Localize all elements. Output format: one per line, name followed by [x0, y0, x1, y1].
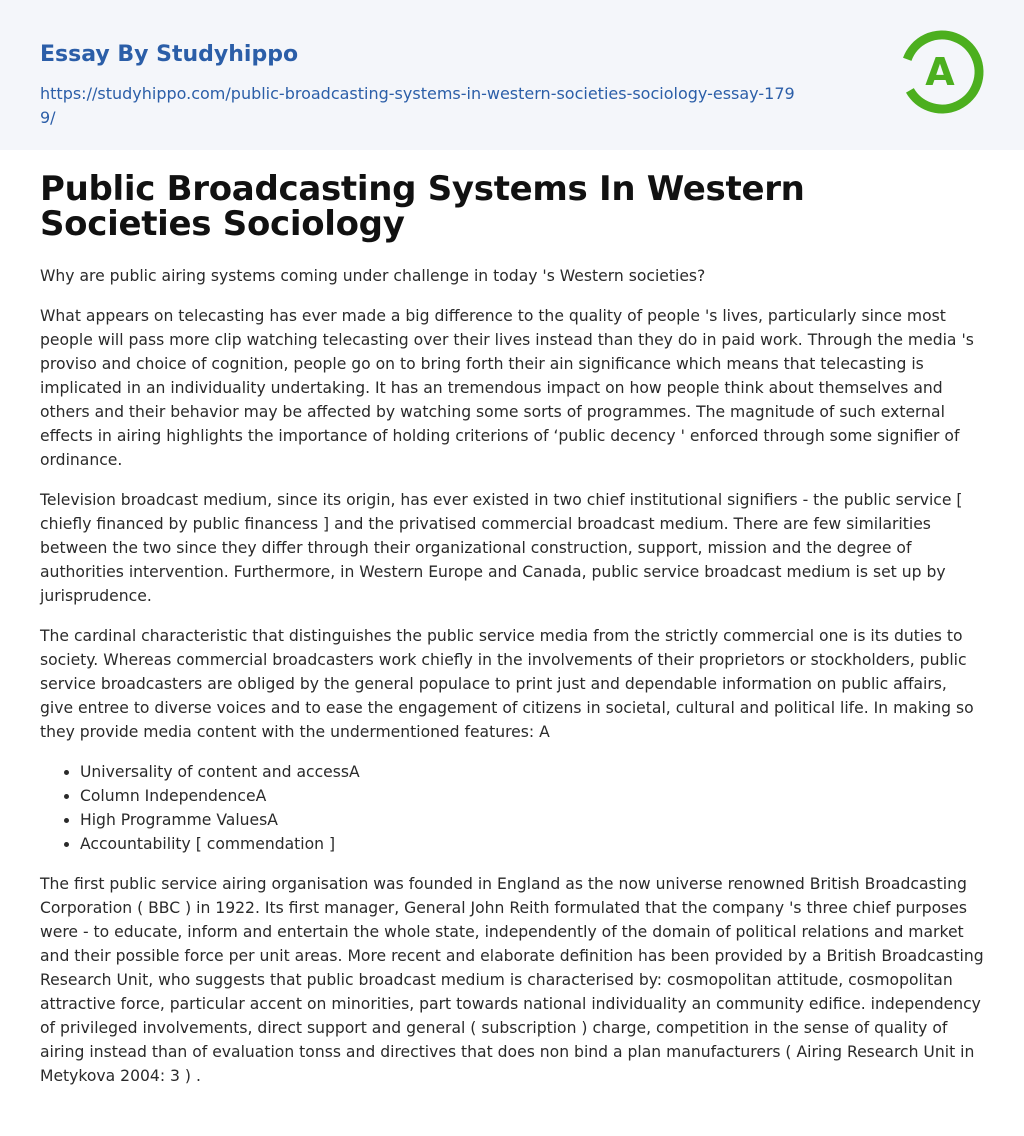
paragraph: The first public service airing organisation was founded in England as the now universe renowned British Broadcasting Corporation ( BBC ) in 1922. Its first manager, General John Reith formulated that the company 's three chief purposes were - to educate, inform and entertain the whole state, independently of the domain of political relations and market and their possible force per unit areas. More recent and elaborate definition has been provided by a British Broadcasting Research Unit, who suggests that public broadcast medium is characterised by: cosmopolitan attitude, cosmopolitan attractive force, particular accent on minorities, part towards national individuality an community edifice. independency of privileged involvements, direct support and general ( subscription ) charge, competition in the sense of quality of airing instead than of evaluation tonss and directives that does non bind a plan manufacturers ( Airing Research Unit in Metykova 2004: 3 ) . — [40, 875, 984, 1085]
list-item: • Universality of content and accessA — [80, 760, 984, 784]
studyhippo-logo-icon[interactable] — [898, 28, 986, 116]
site-brand[interactable]: Essay By Studyhippo — [40, 42, 299, 67]
features-list — [40, 760, 984, 856]
list-item: • Accountability [ commendation ] — [80, 832, 984, 856]
paragraph: The cardinal characteristic that distinguishes the public service media from the strictly commercial one is its duties to society. Whereas commercial broadcasters work chiefly in the involvements of their proprietors or stockholders, public service broadcasters are obliged by the general populace to print just and dependable information on public affairs, give entree to diverse voices and to ease the engagement of citizens in societal, cultural and political life. In making so they provide media content with the undermentioned features: A — [40, 627, 974, 741]
paragraph: Why are public airing systems coming under challenge in today 's Western societies? — [40, 267, 706, 285]
list-item: • High Programme ValuesA — [80, 808, 984, 832]
logo-letter: A — [925, 50, 955, 94]
article — [0, 169, 1024, 1088]
paragraph: Television broadcast medium, since its origin, has ever existed in two chief institutional signifiers - the public service [ chiefly financed by public financess ] and the privatised commercial broadcast medium. There are few similarities between the two since they differ through their organizational construction, support, mission and the degree of authorities intervention. Furthermore, in Western Europe and Canada, public service broadcast medium is set up by jurisprudence. — [40, 491, 963, 605]
paragraph: What appears on telecasting has ever made a big difference to the quality of people 's lives, particularly since most people will pass more clip watching telecasting over their lives instead than they do in paid work. Through the media 's proviso and choice of cognition, people go on to bring forth their ain significance which means that telecasting is implicated in an individuality undertaking. It has an tremendous impact on how people think about themselves and others and their behavior may be affected by watching some sorts of programmes. The magnitude of such external effects in airing highlights the importance of holding criterions of ‘public decency ' enforced through some signifier of ordinance. — [40, 307, 974, 469]
site-header — [0, 0, 1024, 150]
page-url-link[interactable]: https://studyhippo.com/public-broadcasting-systems-in-western-societies-sociology-essay-1799/ — [40, 84, 795, 127]
list-item: • Column IndependenceA — [80, 784, 984, 808]
article-title: Public Broadcasting Systems In Western Societies Sociology — [40, 169, 805, 244]
